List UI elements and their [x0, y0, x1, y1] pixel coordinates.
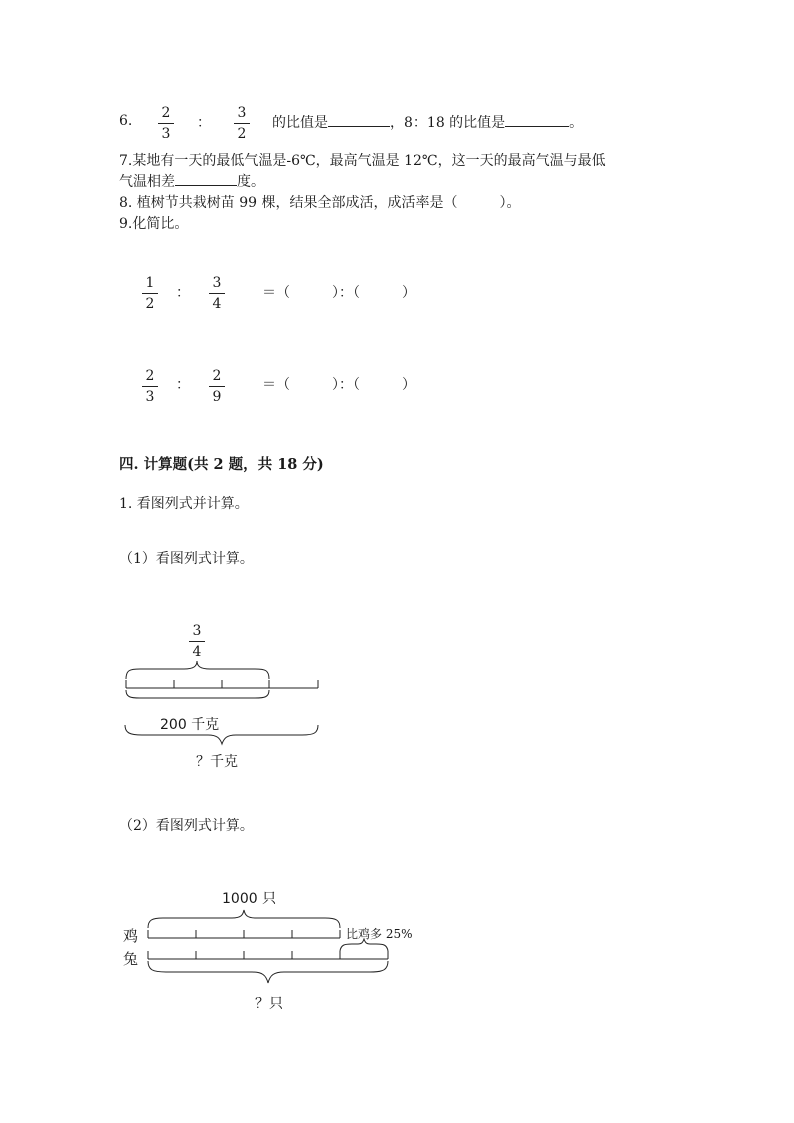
q9-row1-fraction-2: 3 4: [207, 276, 227, 311]
diagram2-total-brace: [148, 961, 388, 983]
q6-text-2: ，8：18 的比值是: [390, 115, 506, 131]
q9-row2-fraction-1: 2 3: [140, 369, 160, 404]
q9-row1-colon: ：: [176, 285, 190, 301]
diagram2-top-label: 1000 只: [222, 891, 277, 907]
section4-q1: 1. 看图列式并计算。: [119, 496, 249, 512]
q6-fraction-1: 2 3: [156, 106, 176, 141]
q7-text: 气温相差: [119, 174, 175, 190]
q9-row2-colon: ：: [176, 377, 190, 393]
sub1-label: （1）看图列式计算。: [119, 551, 254, 567]
q9-row2-answer[interactable]: ＝（ ）：（ ）: [262, 377, 416, 393]
q6-fraction-2: 3 2: [232, 106, 252, 141]
diagram2-extra-label: 比鸡多 25%: [346, 927, 413, 941]
q9-row2-fraction-2: 2 9: [207, 369, 227, 404]
q6-colon: ：: [197, 115, 211, 131]
q6-number: 6.: [119, 113, 133, 129]
diagram2-top-brace: [148, 910, 340, 928]
diagram2-total-label: ？只: [255, 996, 283, 1012]
q7-unit: 度。: [237, 174, 265, 190]
diagram1-whole-label: ？千克: [196, 754, 238, 770]
q9-row1-fraction-1: 1 2: [140, 276, 160, 311]
section-title: 四. 计算题(共 2 题，共 18 分): [119, 456, 324, 473]
q7-line-1: 7.某地有一天的最低气温是-6℃，最高气温是 12℃，这一天的最高气温与最低: [119, 153, 606, 169]
q6-text-1: 的比值是: [272, 115, 328, 131]
diagram2-row-chicken: 鸡: [123, 927, 139, 945]
sub2-label: （2）看图列式计算。: [119, 818, 254, 834]
diagram1-part-label: 200 千克: [160, 717, 220, 733]
q9-text: 9.化简比。: [119, 216, 189, 232]
q8-text: 8. 植树节共栽树苗 99 棵，结果全部成活，成活率是（ ）。: [119, 195, 521, 211]
diagram1-fraction: 3 4: [187, 624, 207, 659]
q6-end: 。: [569, 115, 584, 131]
diagram2-row-rabbit: 兔: [123, 950, 139, 968]
q9-row1-answer[interactable]: ＝（ ）：（ ）: [262, 285, 416, 301]
diagram2-extra-brace: [340, 939, 388, 951]
